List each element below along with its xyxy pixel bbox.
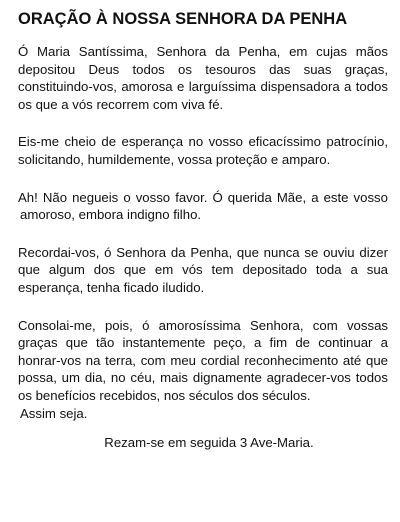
paragraph-line: os benefícios recebidos, nos séculos dos séculos. [18, 387, 311, 403]
paragraph-line: honrar-vos na terra, com meu cordial reconhecimento até que [18, 352, 388, 368]
paragraph-line: Consolai-me, pois, ó amorosíssima Senhora, com vossas [18, 317, 388, 333]
prayer-body [18, 43, 388, 452]
closing-note: Rezam-se em seguida 3 Ave-Maria. [104, 435, 314, 451]
prayer-title: ORAÇÃO À NOSSA SENHORA DA PENHA [18, 10, 348, 28]
paragraph-line: Assim seja. [20, 405, 88, 421]
paragraph-3 [18, 189, 388, 224]
paragraph-line: Ah! Não negueis o vosso favor. Ó querida Mãe, a este vosso [18, 189, 388, 205]
paragraph-line: amoroso, embora indigno filho. [20, 207, 202, 223]
paragraph-1 [18, 43, 388, 113]
paragraph-line: solicitando, humildemente, vossa proteção e amparo. [18, 151, 331, 167]
paragraph-line: que algum dos que em vós tem depositado toda a sua [18, 262, 388, 278]
paragraph-4 [18, 244, 388, 297]
paragraph-line: constituindo-vos, amorosa e larguíssima dispensadora a todos [18, 79, 388, 95]
paragraph-line: esperança, tenha ficado iludido. [18, 279, 205, 295]
paragraph-5 [18, 317, 388, 423]
paragraph-line: depositou Deus todos os tesouros das suas graças, [18, 61, 388, 77]
paragraph-line: Recordai-vos, ó Senhora da Penha, que nunca se ouviu dizer [18, 244, 388, 260]
paragraph-line: possa, um dia, no céu, mais dignamente agradecer-vos todos [18, 370, 388, 386]
paragraph-line: Eis-me cheio de esperança no vosso eficacíssimo patrocínio, [18, 134, 388, 150]
paragraph-2 [18, 133, 388, 168]
paragraph-line: Ó Maria Santíssima, Senhora da Penha, em cujas mãos [18, 44, 388, 59]
paragraph-line: os que a vós recorrem com viva fé. [18, 96, 224, 112]
paragraph-line: graças que tão instantemente peço, a fim de continuar a [18, 335, 388, 351]
